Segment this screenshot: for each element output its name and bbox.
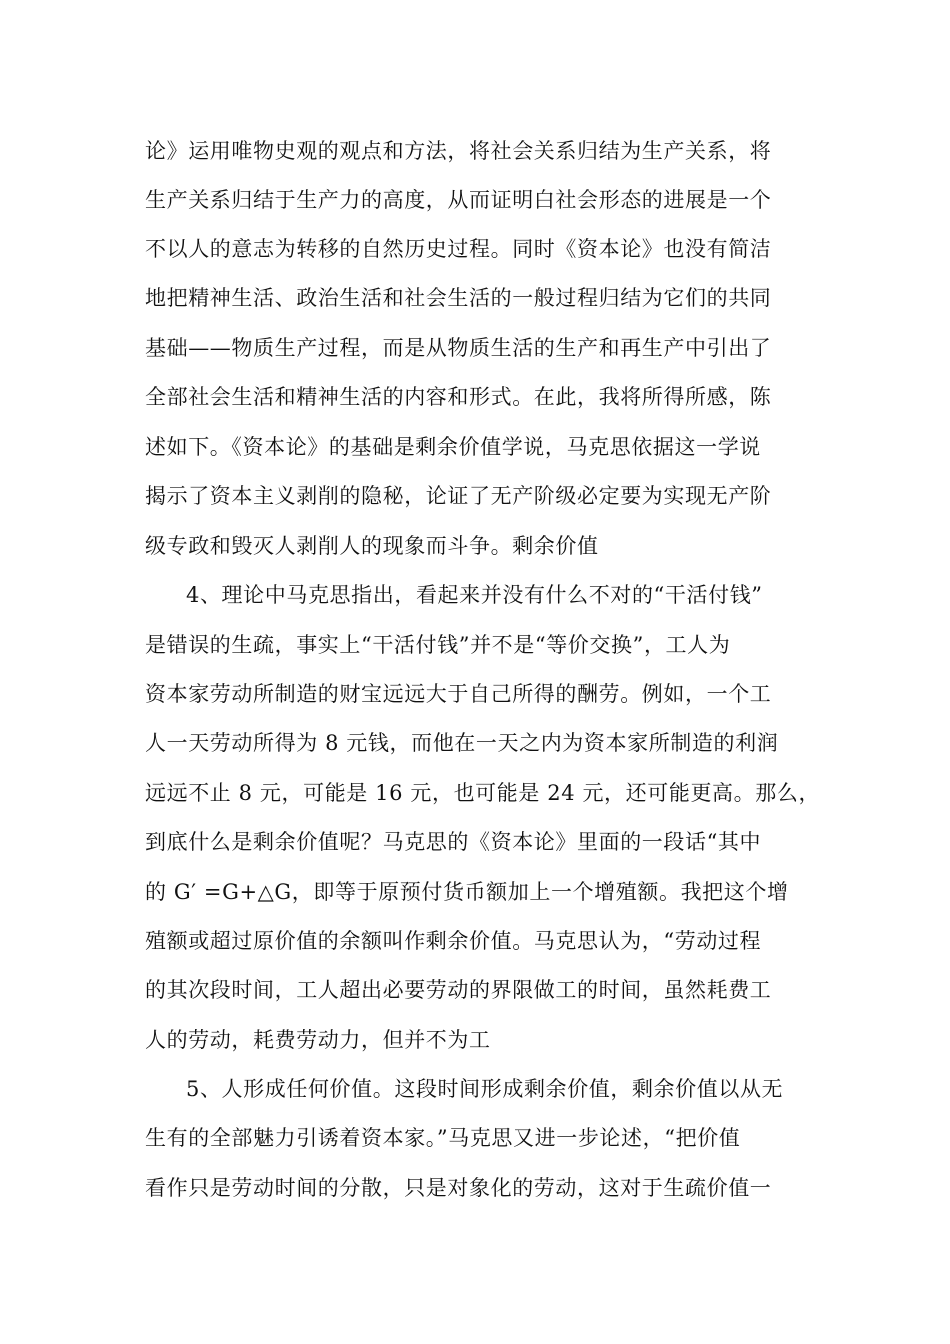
text-line: 全部社会生活和精神生活的内容和形式。在此，我将所得所感，陈 xyxy=(145,385,772,409)
paragraph-start-line: 4、理论中马克思指出，看起来并没有什么不对的“干活付钱” xyxy=(186,583,763,607)
paragraph-start-line: 5、人形成任何价值。这段时间形成剩余价值，剩余价值以从无 xyxy=(186,1077,784,1101)
text-line: 人一天劳动所得为 8 元钱，而他在一天之内为资本家所制造的利润 xyxy=(145,731,779,755)
text-line: 论》运用唯物史观的观点和方法，将社会关系归结为生产关系，将 xyxy=(145,139,772,163)
text-line: 殖额或超过原价值的余额叫作剩余价值。马克思认为，“劳动过程 xyxy=(145,929,762,953)
text-line: 地把精神生活、政治生活和社会生活的一般过程归结为它们的共同 xyxy=(145,286,772,310)
text-line: 揭示了资本主义剥削的隐秘，论证了无产阶级必定要为实现无产阶 xyxy=(145,484,772,508)
text-line: 人的劳动，耗费劳动力，但并不为工 xyxy=(145,1028,491,1052)
text-line: 生有的全部魅力引诱着资本家。”马克思又进一步论述，“把价值 xyxy=(145,1126,741,1150)
text-line: 到底什么是剩余价值呢？马克思的《资本论》里面的一段话“其中 xyxy=(145,830,762,854)
text-line: 基础——物质生产过程，而是从物质生活的生产和再生产中引出了 xyxy=(145,336,772,360)
text-line: 述如下。《资本论》的基础是剩余价值学说，马克思依据这一学说 xyxy=(145,435,761,459)
text-line: 是错误的生疏，事实上“干活付钱”并不是“等价交换”，工人为 xyxy=(145,633,731,657)
text-line: 生产关系归结于生产力的高度，从而证明白社会形态的进展是一个 xyxy=(145,188,772,212)
text-line: 资本家劳动所制造的财宝远远大于自己所得的酬劳。例如，一个工 xyxy=(145,682,772,706)
text-line: 级专政和毁灭人剥削人的现象而斗争。剩余价值 xyxy=(145,534,599,558)
text-line: 看作只是劳动时间的分散，只是对象化的劳动，这对于生疏价值一 xyxy=(145,1176,772,1200)
text-line: 的 G′ =G+△G，即等于原预付货币额加上一个增殖额。我把这个增 xyxy=(145,880,789,904)
text-line: 不以人的意志为转移的自然历史过程。同时《资本论》也没有简洁 xyxy=(145,237,772,261)
text-line: 远远不止 8 元，可能是 16 元，也可能是 24 元，还可能更高。那么， xyxy=(145,781,821,805)
text-line: 的其次段时间，工人超出必要劳动的界限做工的时间，虽然耗费工 xyxy=(145,978,772,1002)
